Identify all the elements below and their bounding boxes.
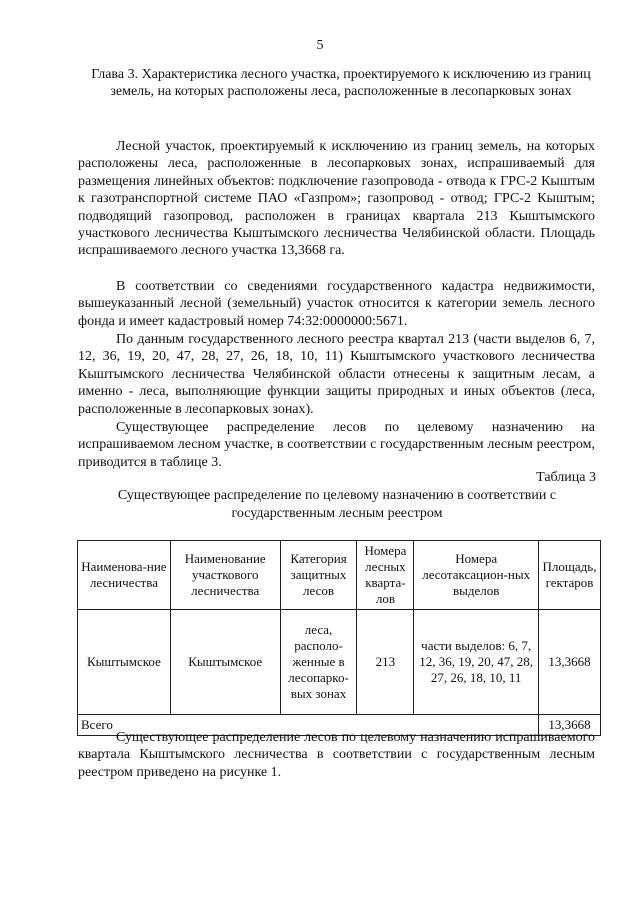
closing-paragraph: Существующее распределение лесов по целевому назначению испрашиваемого квартала Кыштымского лесничества в соответствии с государственным лесным реестром приведено на рисунке 1. (78, 730, 595, 780)
paragraph-1: Лесной участок, проектируемый к исключению из границ земель, на которых расположены леса, расположенные в лесопарковых зонах, испрашиваемый для размещения линейных объектов: подключение газопровода - отвода к ГРС-2 Кыштым к газотранспортной системе ПАО «Газпром»; газопровод - отвод; ГРС-2 Кыштым; подводящий газопровод, расположен в границах квартала 213 Кыштымского участкового лесничества Кыштымского лесничества Челябинской области. Площадь испрашиваемого лесного участка 13,3668 га. (78, 139, 595, 259)
header-quarter-numbers: Номера лесных кварта-лов (357, 541, 414, 610)
table-title: Существующее распределение по целевому назначению в соответствии с государственным лесным реестром (117, 488, 557, 521)
total-value: 13,3668 (538, 715, 600, 736)
cell-allotment-numbers: части выделов: 6, 7, 12, 36, 19, 20, 47, 28, 27, 26, 18, 10, 11 (414, 610, 539, 715)
table-header-row (78, 541, 601, 610)
header-district-forestry: Наименование участкового лесничества (170, 541, 280, 610)
header-protective-category: Категория защитных лесов (280, 541, 357, 610)
cell-forestry: Кыштымское (78, 610, 171, 715)
cell-quarter-number: 213 (357, 610, 414, 715)
header-forestry: Наименова-ние лесничества (78, 541, 171, 610)
forest-distribution-table (77, 540, 601, 736)
paragraph-3: По данным государственного лесного реестра квартал 213 (части выделов 6, 7, 12, 36, 19, 20, 47, 28, 27, 26, 18, 10, 11) Кыштымского участкового лесничества Кыштымского лесничества Челябинской области отнесены к защитным лесам, а именно - леса, выполняющие функции защиты природных и иных объектов (леса, расположенные в лесопарковых зонах). (78, 332, 595, 417)
page-number: 5 (316, 38, 324, 53)
cell-protective-category: леса, располо-женные в лесопарко-вых зонах (280, 610, 357, 715)
table-row (78, 610, 601, 715)
cell-area: 13,3668 (538, 610, 600, 715)
total-label: Всего (78, 715, 539, 736)
header-area: Площадь, гектаров (538, 541, 600, 610)
cell-district-forestry: Кыштымское (170, 610, 280, 715)
header-allotment-numbers: Номера лесотаксацион-ных выделов (414, 541, 539, 610)
paragraph-2: В соответствии со сведениями государственного кадастра недвижимости, вышеуказанный лесной (земельный) участок относится к категории земель лесного фонда и имеет кадастровый номер 74:32:0000000:5671. (78, 279, 595, 329)
table-label: Таблица 3 (536, 470, 596, 485)
paragraph-4: Существующее распределение лесов по целевому назначению на испрашиваемом лесном участке, в соответствии с государственным лесным реестром, приводится в таблице 3. (78, 420, 595, 470)
chapter-title: Глава 3. Характеристика лесного участка, проектируемого к исключению из границ земель, на которых расположены леса, расположенные в лесопарковых зонах (91, 67, 591, 99)
